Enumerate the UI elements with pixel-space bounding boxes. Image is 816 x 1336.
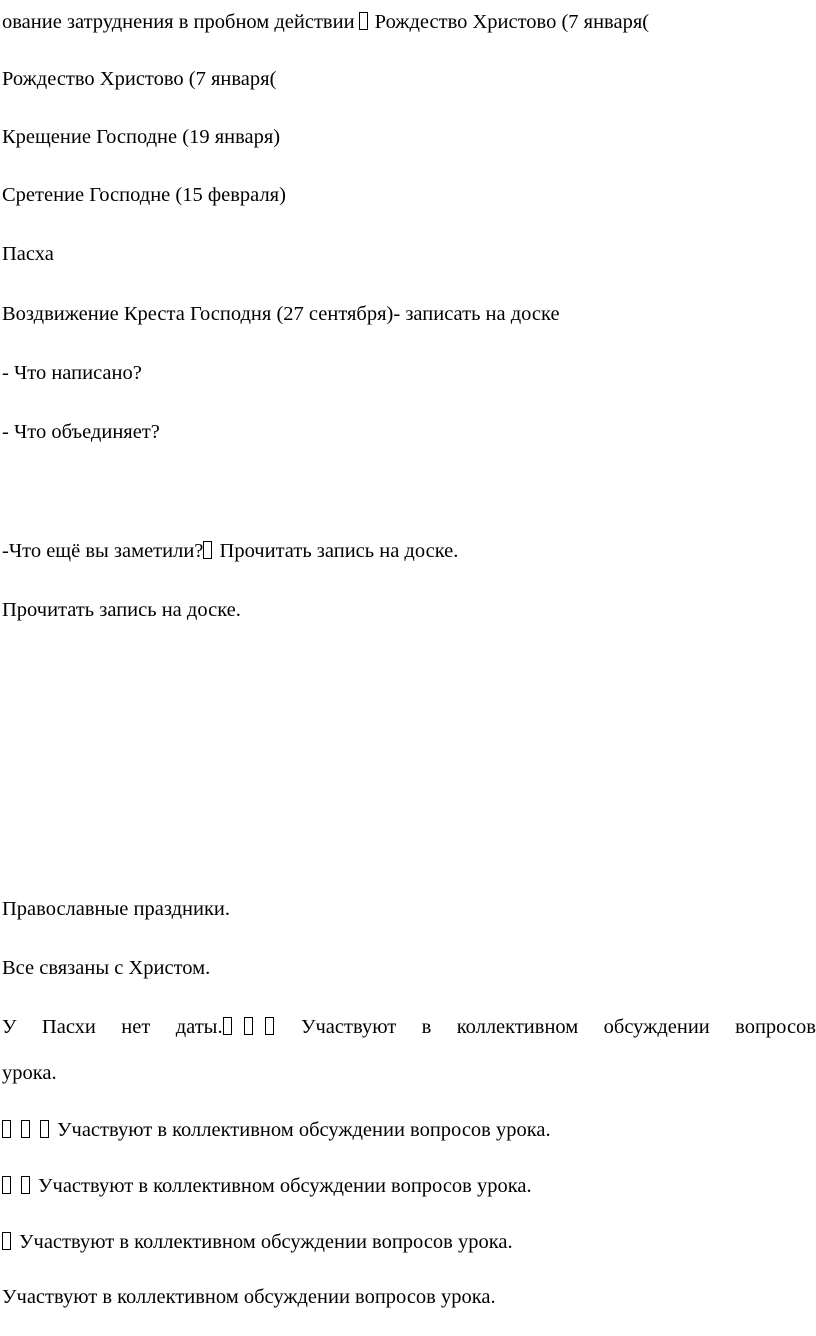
missing-glyph-icon [203, 541, 212, 559]
line-17-text: Участвуют в коллективном обсуждении вопросов урока. [19, 1231, 513, 1253]
word: в [421, 1016, 432, 1038]
text-line-13 [2, 1015, 816, 1039]
line-1-tail: Рождество Христово (7 января( [369, 11, 650, 33]
text-line-7: - Что написано? [2, 362, 142, 384]
missing-glyph-icon [2, 1232, 11, 1250]
word: У [2, 1016, 17, 1038]
missing-glyph-icon [2, 1176, 11, 1194]
text-line-10: Прочитать запись на доске. [2, 599, 241, 621]
line-16-text: Участвуют в коллективном обсуждении вопросов урока. [38, 1175, 532, 1197]
missing-glyph-icon [40, 1120, 49, 1138]
line-1-text: ование затруднения в пробном действии [2, 11, 355, 33]
line-15-text: Участвуют в коллективном обсуждении вопросов урока. [57, 1119, 551, 1141]
text-line-18: Участвуют в коллективном обсуждении вопросов урока. [2, 1286, 496, 1308]
line-9-text: -Что ещё вы заметили? [2, 540, 204, 562]
missing-glyph-icon [244, 1017, 253, 1035]
text-line-12: Все связаны с Христом. [2, 957, 211, 979]
word: Участвуют [300, 1016, 397, 1038]
word: Пасхи [41, 1016, 96, 1038]
missing-glyph-icon [223, 1017, 232, 1035]
text-line-11: Православные праздники. [2, 898, 231, 920]
text-line-6: Воздвижение Креста Господня (27 сентября)- записать на доске [2, 303, 560, 325]
text-line-9 [2, 539, 458, 563]
missing-glyph-icon [359, 12, 368, 30]
word: нет [121, 1016, 151, 1038]
text-line-3: Крещение Господне (19 января) [2, 126, 281, 148]
word: вопросов [735, 1016, 816, 1038]
text-line-1 [2, 10, 649, 34]
text-line-15 [2, 1118, 551, 1142]
text-line-17 [2, 1230, 513, 1254]
text-line-14: урока. [2, 1062, 57, 1084]
word: обсуждении [603, 1016, 710, 1038]
text-line-4: Сретение Господне (15 февраля) [2, 184, 286, 206]
text-line-5: Пасха [2, 243, 54, 265]
text-line-8: - Что объединяет? [2, 421, 160, 443]
text-line-2: Рождество Христово (7 января( [2, 68, 277, 90]
word-with-glyphs: даты. [176, 1015, 276, 1039]
word: коллективном [456, 1016, 579, 1038]
missing-glyph-icon [21, 1120, 30, 1138]
text-line-16 [2, 1174, 532, 1198]
line-9-tail: Прочитать запись на доске. [214, 540, 459, 562]
missing-glyph-icon [2, 1120, 11, 1138]
missing-glyph-icon [21, 1176, 30, 1194]
missing-glyph-icon [265, 1017, 274, 1035]
